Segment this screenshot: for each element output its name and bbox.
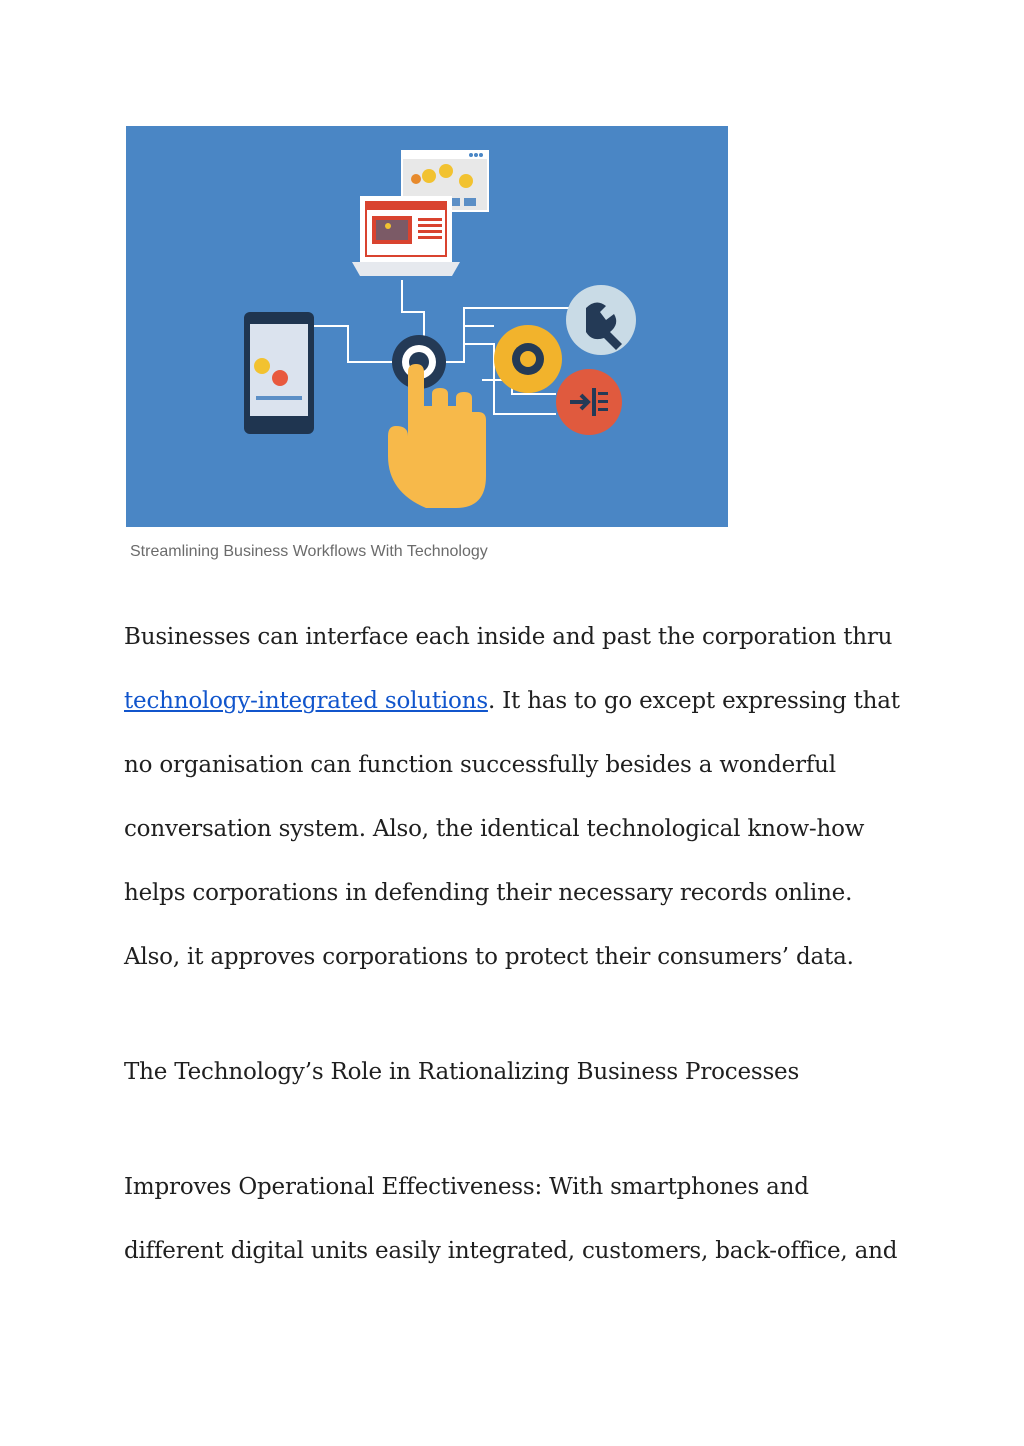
- operational-effectiveness-paragraph: [124, 1155, 924, 1283]
- image-caption: Streamlining Business Workflows With Technology: [130, 543, 488, 560]
- import-icon: [556, 369, 622, 435]
- paragraph-line: conversation system. Also, the identical technological know-how: [124, 816, 865, 842]
- paragraph-line: Improves Operational Effectiveness: With smartphones and: [124, 1174, 809, 1200]
- paragraph-line: [124, 669, 924, 733]
- laptop-icon: [352, 196, 460, 276]
- article-illustration: [126, 126, 728, 527]
- paragraph-text: . It has to go except expressing that: [487, 688, 900, 714]
- intro-paragraph: [124, 605, 924, 989]
- paragraph-line: Also, it approves corporations to protect their consumers’ data.: [124, 944, 854, 970]
- paragraph-line: helps corporations in defending their necessary records online.: [124, 880, 853, 906]
- paragraph-line: Businesses can interface each inside and past the corporation thru: [124, 624, 893, 650]
- smartphone-icon: [244, 312, 314, 434]
- technology-solutions-link[interactable]: technology-integrated solutions: [124, 688, 488, 714]
- section-heading: The Technology’s Role in Rationalizing Business Processes: [124, 1059, 800, 1085]
- gear-icon: [494, 325, 562, 393]
- wrench-icon: [566, 285, 636, 355]
- paragraph-line: no organisation can function successfully besides a wonderful: [124, 752, 836, 778]
- paragraph-line: different digital units easily integrated, customers, back-office, and: [124, 1238, 898, 1264]
- workflow-illustration: [126, 126, 728, 527]
